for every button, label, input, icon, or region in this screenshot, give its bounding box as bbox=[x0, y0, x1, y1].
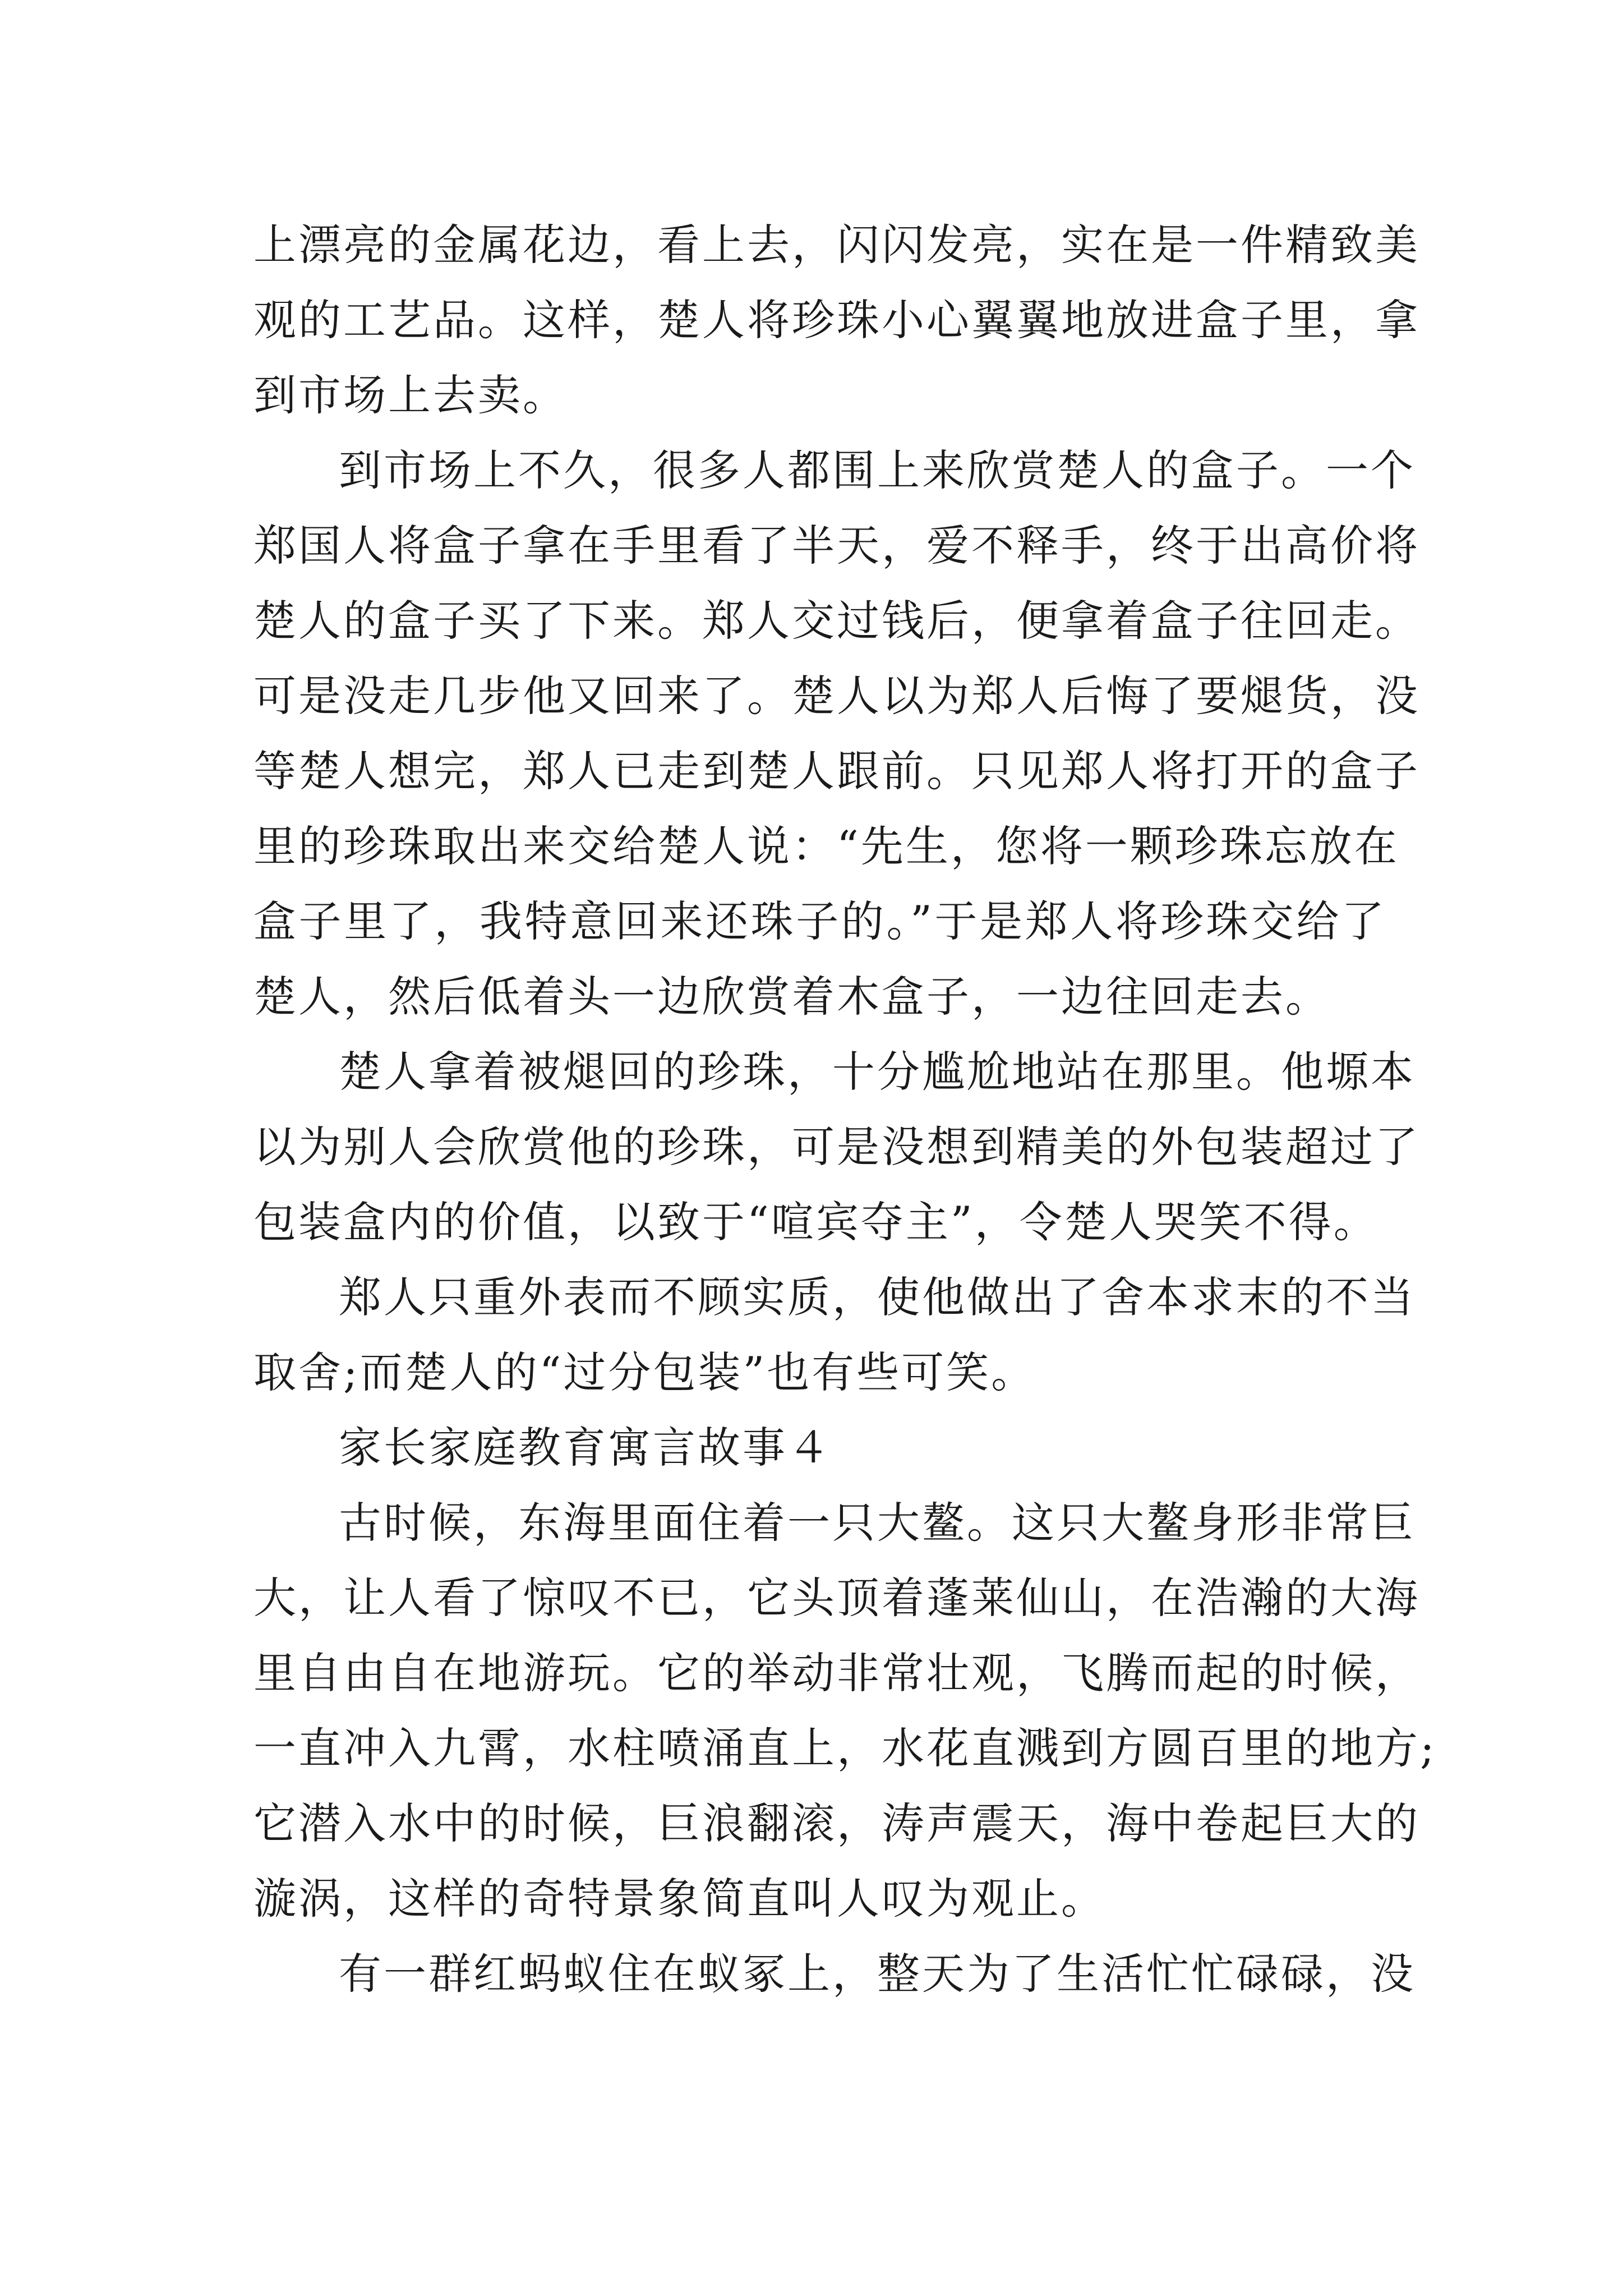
text-line: 它潜入水中的时候，巨浪翻滚，涛声震天，海中卷起巨大的 bbox=[253, 1798, 1420, 1848]
section-heading: 家长家庭教育寓言故事４ bbox=[339, 1423, 832, 1473]
body-text bbox=[253, 208, 1437, 2012]
text-line: 观的工艺品。这样，楚人将珍珠小心翼翼地放进盒子里，拿 bbox=[253, 295, 1420, 345]
paragraph-first-line: 楚人拿着被煺回的珍珠，十分尴尬地站在那里。他塬本 bbox=[339, 1047, 1415, 1097]
text-line: 郑国人将盒子拿在手里看了半天，爱不释手，终于出高价将 bbox=[253, 521, 1420, 570]
text-line: 等楚人想完，郑人已走到楚人跟前。只见郑人将打开的盒子 bbox=[253, 746, 1420, 796]
text-line: 取舍;而楚人的“过分包装”也有些可笑。 bbox=[253, 1347, 1036, 1397]
text-line: 楚人，然后低着头一边欣赏着木盒子，一边往回走去。 bbox=[253, 972, 1330, 1022]
text-line: 楚人的盒子买了下来。郑人交过钱后，便拿着盒子往回走。 bbox=[253, 596, 1420, 646]
text-line: 上漂亮的金属花边，看上去，闪闪发亮，实在是一件精致美 bbox=[253, 220, 1420, 270]
text-line: 漩涡，这样的奇特景象简直叫人叹为观止。 bbox=[253, 1874, 1106, 1924]
paragraph-first-line: 古时候，东海里面住着一只大鳌。这只大鳌身形非常巨 bbox=[339, 1498, 1415, 1548]
paragraph-first-line: 郑人只重外表而不顾实质，使他做出了舍本求末的不当 bbox=[339, 1272, 1415, 1322]
text-line: 可是没走几步他又回来了。楚人以为郑人后悔了要煺货，没 bbox=[253, 671, 1420, 721]
text-line: 盒子里了，我特意回来还珠子的。”于是郑人将珍珠交给了 bbox=[253, 896, 1386, 946]
text-line: 里自由自在地游玩。它的举动非常壮观，飞腾而起的时候， bbox=[253, 1648, 1420, 1698]
text-line: 一直冲入九霄，水柱喷涌直上，水花直溅到方圆百里的地方; bbox=[253, 1723, 1437, 1773]
text-line: 以为别人会欣赏他的珍珠，可是没想到精美的外包装超过了 bbox=[253, 1122, 1420, 1172]
paragraph-first-line: 有一群红蚂蚁住在蚁冢上，整天为了生活忙忙碌碌，没 bbox=[339, 1949, 1415, 1999]
text-line: 里的珍珠取出来交给楚人说：“先生，您将一颗珍珠忘放在 bbox=[253, 821, 1399, 871]
text-line: 包装盒内的价值，以致于“喧宾夺主”，令楚人哭笑不得。 bbox=[253, 1197, 1378, 1247]
text-line: 大，让人看了惊叹不已，它头顶着蓬莱仙山，在浩瀚的大海 bbox=[253, 1573, 1420, 1623]
paragraph-first-line: 到市场上不久，很多人都围上来欣赏楚人的盒子。一个 bbox=[339, 445, 1415, 495]
text-line: 到市场上去卖。 bbox=[253, 370, 568, 420]
